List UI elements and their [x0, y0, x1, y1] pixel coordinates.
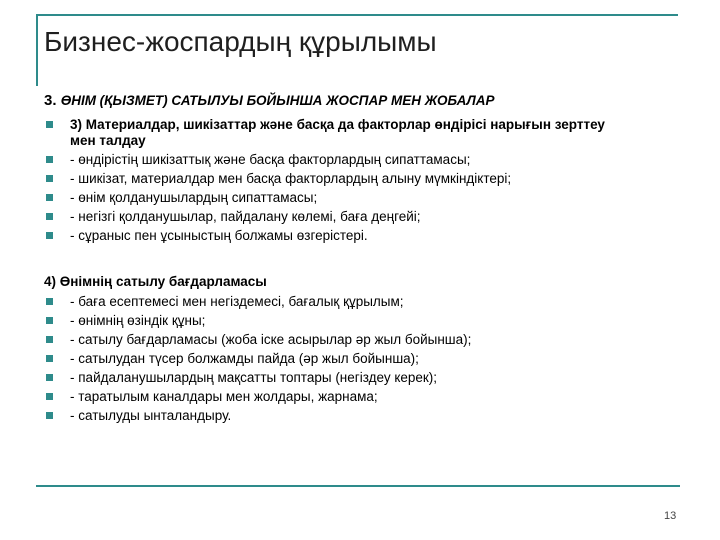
list-item	[44, 117, 684, 149]
square-bullet-icon	[46, 175, 53, 182]
square-bullet-icon	[46, 393, 53, 400]
square-bullet-icon	[46, 336, 53, 343]
list-item	[44, 171, 684, 187]
list-item	[44, 332, 684, 348]
list-item-text: - негізгі қолданушылар, пайдалану көлемі, баға деңгейі;	[70, 209, 421, 224]
list-item-text: - пайдаланушылардың мақсатты топтары (негіздеу керек);	[70, 370, 438, 385]
list-item	[44, 228, 684, 244]
square-bullet-icon	[46, 317, 53, 324]
list-item	[44, 152, 684, 168]
list-item	[44, 389, 684, 405]
square-bullet-icon	[46, 374, 53, 381]
list-item-text: - өнім қолданушылардың сипаттамасы;	[70, 190, 318, 205]
list-item-text: - сатылуды ынталандыру.	[70, 408, 232, 423]
slide-frame-left-line	[36, 14, 38, 86]
list-item-text: - сатылу бағдарламасы (жоба іске асырылар әр жыл бойынша);	[70, 332, 472, 347]
list-item	[44, 351, 684, 367]
slide-title: Бизнес-жоспардың құрылымы	[44, 26, 437, 57]
list-item-text: - таратылым каналдары мен жолдары, жарнама;	[70, 389, 378, 404]
list-item-text: - сатылудан түсер болжамды пайда (әр жыл бойынша);	[70, 351, 419, 366]
list-item	[44, 313, 684, 329]
list-item-text: 3) Материалдар, шикізаттар және басқа да факторлар өндірісі нарығын зерттеу мен талдау	[70, 117, 605, 148]
section-heading-text: ӨНІМ (ҚЫЗМЕТ) САТЫЛУЫ БОЙЫНША ЖОСПАР МЕН ЖОБАЛАР	[60, 93, 495, 108]
slide-frame-bottom-line	[36, 485, 680, 487]
list-item-text: - баға есептемесі мен негіздемесі, бағалық құрылым;	[70, 294, 404, 309]
square-bullet-icon	[46, 194, 53, 201]
list-item-text: - сұраныс пен ұсыныстың болжамы өзгерістері.	[70, 228, 368, 243]
list-item	[44, 209, 684, 225]
square-bullet-icon	[46, 232, 53, 239]
section2-bullet-list	[44, 294, 684, 427]
section1-bullet-list	[44, 117, 684, 247]
list-item-text: - өндірістің шикізаттық және басқа факторлардың сипаттамасы;	[70, 152, 471, 167]
square-bullet-icon	[46, 156, 53, 163]
section-heading	[44, 92, 495, 109]
list-item	[44, 294, 684, 310]
list-item-text: - өнімнің өзіндік құны;	[70, 313, 206, 328]
list-item	[44, 370, 684, 386]
section2-heading: 4) Өнімнің сатылу бағдарламасы	[44, 274, 267, 289]
square-bullet-icon	[46, 412, 53, 419]
square-bullet-icon	[46, 298, 53, 305]
slide-frame-top-line	[36, 14, 678, 16]
page-number: 13	[664, 510, 677, 522]
list-item-text: - шикізат, материалдар мен басқа факторлардың алыну мүмкіндіктері;	[70, 171, 512, 186]
list-item	[44, 408, 684, 424]
square-bullet-icon	[46, 121, 53, 128]
section-heading-number: 3.	[44, 92, 57, 109]
list-item	[44, 190, 684, 206]
square-bullet-icon	[46, 355, 53, 362]
square-bullet-icon	[46, 213, 53, 220]
